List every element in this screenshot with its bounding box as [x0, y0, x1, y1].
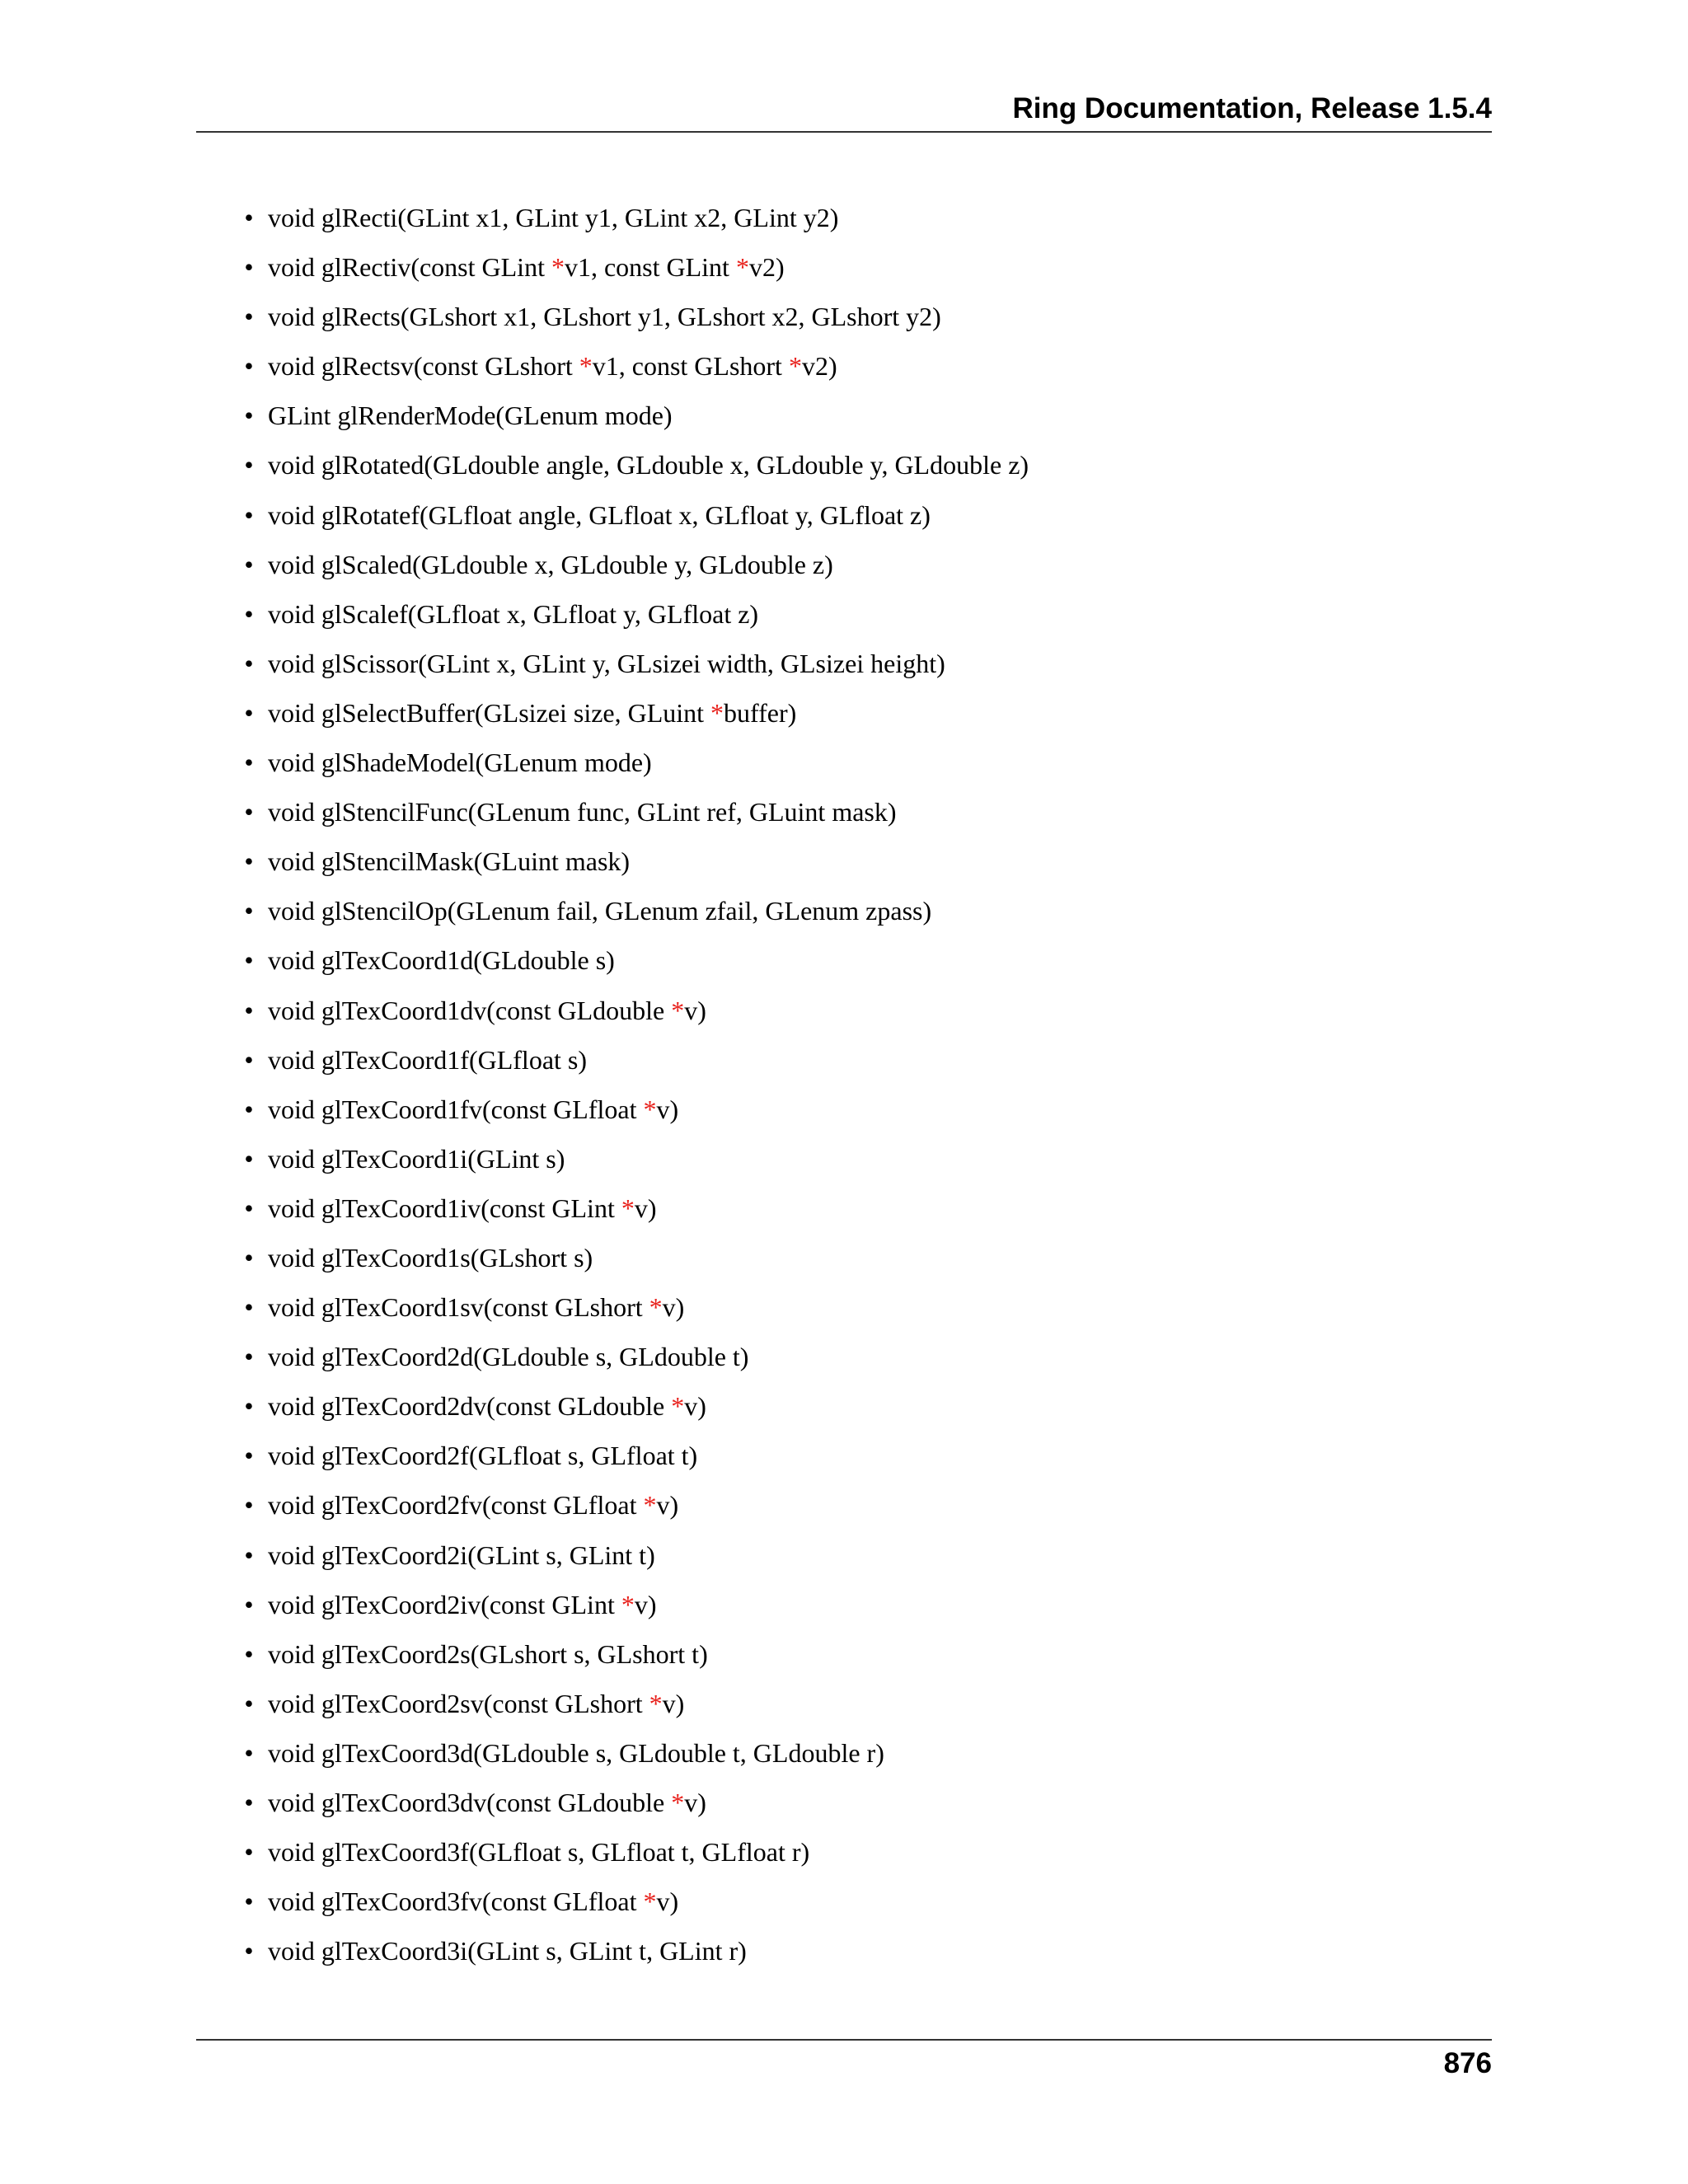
list-item: [0, 1141, 1029, 1190]
pointer-star: *: [643, 1094, 657, 1124]
signature-text: void glShadeModel(GLenum mode): [268, 748, 652, 778]
signature-text: void glTexCoord3d(GLdouble s, GLdouble t, GLdouble r): [268, 1737, 884, 1768]
signature-text: void glTexCoord2sv(const GLshort: [268, 1688, 649, 1718]
bullet-icon: •: [244, 797, 254, 827]
signature-text: void glScalef(GLfloat x, GLfloat y, GLfloat z): [268, 598, 759, 629]
list-item: [0, 249, 1029, 298]
list-item: [0, 546, 1029, 596]
pointer-star: *: [621, 1193, 635, 1223]
header-divider: [196, 131, 1492, 133]
pointer-star: *: [671, 995, 685, 1025]
pointer-star: *: [671, 1391, 685, 1422]
bullet-icon: •: [244, 945, 254, 976]
signature-text: void glTexCoord1sv(const GLshort: [268, 1292, 649, 1323]
signature-text: void glStencilMask(GLuint mask): [268, 846, 631, 877]
signature-text: void glTexCoord2f(GLfloat s, GLfloat t): [268, 1441, 698, 1471]
list-item: [0, 1735, 1029, 1784]
pointer-star: *: [671, 1788, 685, 1817]
bullet-icon: •: [244, 1490, 254, 1521]
signature-text: v2): [748, 252, 785, 283]
bullet-icon: •: [244, 896, 254, 926]
signature-text: v1, const GLint: [564, 252, 736, 283]
bullet-icon: •: [244, 697, 254, 728]
list-item: [0, 744, 1029, 794]
pointer-star: *: [710, 697, 724, 728]
signature-text: v): [684, 1788, 706, 1817]
list-item: [0, 1388, 1029, 1437]
signature-text: v): [684, 995, 706, 1025]
signature-text: void glRectsv(const GLshort: [268, 351, 579, 382]
signature-text: void glTexCoord1d(GLdouble s): [268, 945, 615, 976]
signature-text: void glTexCoord3dv(const GLdouble: [268, 1788, 672, 1817]
signature-text: void glStencilFunc(GLenum func, GLint ref, GLuint mask): [268, 797, 897, 827]
running-header: Ring Documentation, Release 1.5.4: [1012, 92, 1492, 124]
bullet-icon: •: [244, 1094, 254, 1124]
signature-text: void glTexCoord2iv(const GLint: [268, 1589, 621, 1619]
signature-text: GLint glRenderMode(GLenum mode): [268, 401, 673, 431]
bullet-icon: •: [244, 1737, 254, 1768]
bullet-icon: •: [244, 302, 254, 332]
list-item: [0, 1190, 1029, 1240]
pointer-star: *: [579, 351, 593, 382]
signature-text: void glTexCoord3f(GLfloat s, GLfloat t, GLfloat r): [268, 1837, 810, 1868]
list-item: [0, 1685, 1029, 1735]
signature-text: void glRotated(GLdouble angle, GLdouble x, GLdouble y, GLdouble z): [268, 450, 1029, 480]
signature-text: v): [634, 1193, 657, 1223]
signature-text: void glRects(GLshort x1, GLshort y1, GLshort x2, GLshort y2): [268, 302, 941, 332]
signature-text: void glRotatef(GLfloat angle, GLfloat x, GLfloat y, GLfloat z): [268, 499, 931, 530]
list-item: [0, 1636, 1029, 1685]
bullet-icon: •: [244, 252, 254, 283]
bullet-icon: •: [244, 1886, 254, 1917]
signature-text: v): [684, 1391, 706, 1422]
pointer-star: *: [735, 252, 749, 283]
signature-text: void glTexCoord1s(GLshort s): [268, 1242, 593, 1272]
bullet-icon: •: [244, 1936, 254, 1966]
list-item: [0, 843, 1029, 893]
bullet-icon: •: [244, 1391, 254, 1422]
list-item: [0, 1933, 1029, 1982]
bullet-icon: •: [244, 1242, 254, 1272]
pointer-star: *: [643, 1490, 657, 1521]
bullet-icon: •: [244, 549, 254, 579]
bullet-icon: •: [244, 1143, 254, 1174]
list-item: [0, 1240, 1029, 1289]
list-item: [0, 1487, 1029, 1536]
list-item: [0, 1883, 1029, 1933]
signature-text: void glTexCoord2fv(const GLfloat: [268, 1490, 644, 1521]
list-item: [0, 397, 1029, 447]
signature-text: void glTexCoord1iv(const GLint: [268, 1193, 621, 1223]
signature-text: void glTexCoord1fv(const GLfloat: [268, 1094, 644, 1124]
bullet-icon: •: [244, 450, 254, 480]
list-item: [0, 199, 1029, 249]
bullet-icon: •: [244, 1193, 254, 1223]
signature-text: v): [662, 1688, 685, 1718]
signature-text: void glScissor(GLint x, GLint y, GLsizei width, GLsizei height): [268, 648, 945, 678]
signature-text: void glTexCoord1i(GLint s): [268, 1143, 565, 1174]
bullet-icon: •: [244, 1044, 254, 1075]
bullet-icon: •: [244, 1292, 254, 1323]
pointer-star: *: [649, 1688, 663, 1718]
signature-text: v): [656, 1490, 679, 1521]
signature-text: void glRectiv(const GLint: [268, 252, 551, 283]
list-item: [0, 1834, 1029, 1883]
signature-text: void glStencilOp(GLenum fail, GLenum zfail, GLenum zpass): [268, 896, 932, 926]
signature-text: v): [634, 1589, 657, 1619]
bullet-icon: •: [244, 1688, 254, 1718]
pointer-star: *: [788, 351, 802, 382]
pointer-star: *: [551, 252, 565, 283]
list-item: [0, 1784, 1029, 1834]
list-item: [0, 645, 1029, 695]
list-item: [0, 942, 1029, 991]
bullet-icon: •: [244, 1837, 254, 1868]
signature-text: v): [656, 1094, 679, 1124]
signature-text: buffer): [724, 697, 797, 728]
signature-text: void glTexCoord3fv(const GLfloat: [268, 1886, 644, 1917]
bullet-icon: •: [244, 846, 254, 877]
signature-text: v): [662, 1292, 685, 1323]
signature-text: void glTexCoord2i(GLint s, GLint t): [268, 1540, 655, 1570]
list-item: [0, 1586, 1029, 1636]
signature-text: v2): [801, 351, 837, 382]
list-item: [0, 1437, 1029, 1487]
list-item: [0, 1537, 1029, 1586]
list-item: [0, 1289, 1029, 1338]
bullet-icon: •: [244, 351, 254, 382]
signature-text: void glTexCoord1dv(const GLdouble: [268, 995, 672, 1025]
signature-text: void glSelectBuffer(GLsizei size, GLuint: [268, 697, 711, 728]
list-item: [0, 497, 1029, 546]
signature-text: void glScaled(GLdouble x, GLdouble y, GLdouble z): [268, 549, 833, 579]
signature-text: void glTexCoord1f(GLfloat s): [268, 1044, 588, 1075]
signature-text: void glTexCoord2d(GLdouble s, GLdouble t): [268, 1342, 749, 1372]
bullet-icon: •: [244, 598, 254, 629]
signature-text: void glTexCoord3i(GLint s, GLint t, GLint r): [268, 1936, 747, 1966]
list-item: [0, 348, 1029, 397]
list-item: [0, 1338, 1029, 1388]
list-item: [0, 794, 1029, 843]
list-item: [0, 992, 1029, 1042]
bullet-icon: •: [244, 1589, 254, 1619]
bullet-icon: •: [244, 401, 254, 431]
bullet-icon: •: [244, 499, 254, 530]
bullet-icon: •: [244, 1441, 254, 1471]
signature-text: void glTexCoord2dv(const GLdouble: [268, 1391, 672, 1422]
bullet-icon: •: [244, 1540, 254, 1570]
list-item: [0, 596, 1029, 645]
pointer-star: *: [621, 1589, 635, 1619]
bullet-icon: •: [244, 648, 254, 678]
signature-text: void glRecti(GLint x1, GLint y1, GLint x2, GLint y2): [268, 203, 839, 232]
bullet-icon: •: [244, 1638, 254, 1669]
bullet-icon: •: [244, 748, 254, 778]
list-item: [0, 1091, 1029, 1141]
bullet-icon: •: [244, 995, 254, 1025]
signature-text: void glTexCoord2s(GLshort s, GLshort t): [268, 1638, 708, 1669]
function-list: [0, 199, 1029, 1982]
footer-divider: [196, 2039, 1492, 2041]
list-item: [0, 298, 1029, 348]
signature-text: v): [656, 1886, 679, 1917]
pointer-star: *: [643, 1886, 657, 1917]
list-item: [0, 695, 1029, 744]
signature-text: v1, const GLshort: [592, 351, 789, 382]
list-item: [0, 893, 1029, 942]
bullet-icon: •: [244, 1788, 254, 1817]
list-item: [0, 447, 1029, 496]
bullet-icon: •: [244, 1342, 254, 1372]
pointer-star: *: [649, 1292, 663, 1323]
page-number: 876: [1443, 2047, 1492, 2079]
list-item: [0, 1042, 1029, 1091]
bullet-icon: •: [244, 203, 254, 232]
